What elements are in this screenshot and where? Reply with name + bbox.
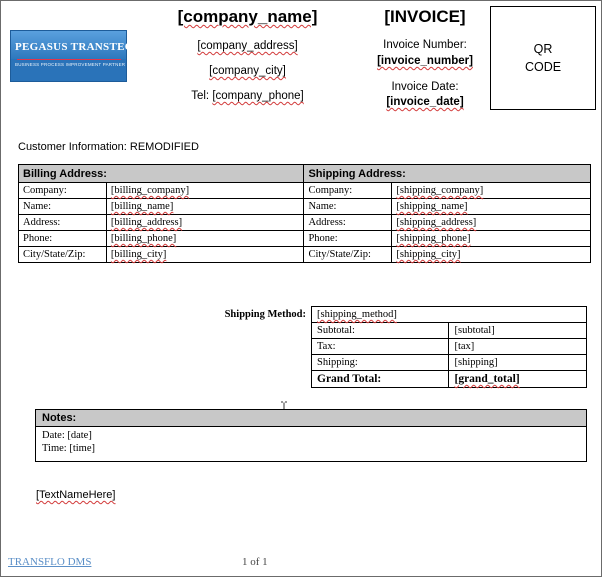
- company-name: [company_name]: [177, 7, 318, 26]
- company-phone: [company_phone]: [212, 90, 304, 102]
- invoice-date: [invoice_date]: [386, 96, 464, 108]
- address-table: [18, 164, 591, 263]
- company-city: [company_city]: [209, 65, 286, 77]
- billing-value: [billing_phone]: [106, 231, 304, 247]
- logo-tagline: BUSINESS PROCESS IMPROVEMENT PARTNER: [15, 62, 126, 67]
- billing-value: [billing_city]: [106, 247, 304, 263]
- tax-value: [tax]: [449, 339, 587, 355]
- table-row: [312, 371, 587, 388]
- transflo-dms-link[interactable]: TRANSFLO DMS: [8, 556, 92, 568]
- address-table-header: [19, 165, 591, 183]
- shipping-label: Name:: [304, 199, 392, 215]
- grand-total-value: [grand_total]: [449, 371, 587, 388]
- shipping-label: City/State/Zip:: [304, 247, 392, 263]
- logo-text: PEGASUS TRANSTECH: [15, 41, 142, 53]
- table-row: [312, 339, 587, 355]
- table-row: [19, 231, 591, 247]
- qr-label-line2: CODE: [524, 60, 562, 74]
- shipping-value: [shipping_address]: [392, 215, 591, 231]
- shipping-address-title: Shipping Address:: [304, 165, 591, 183]
- grand-total-label: Grand Total:: [312, 371, 449, 388]
- shipping-value: [shipping_city]: [392, 247, 591, 263]
- billing-value: [billing_name]: [106, 199, 304, 215]
- company-phone-line: [150, 90, 345, 102]
- shipping-method-value: [shipping_method]: [312, 307, 587, 323]
- shipping-cost-label: Shipping:: [312, 355, 449, 371]
- table-row: [19, 215, 591, 231]
- tax-label: Tax:: [312, 339, 449, 355]
- table-row: [19, 183, 591, 199]
- shipping-label: Company:: [304, 183, 392, 199]
- company-logo: [10, 30, 142, 82]
- table-row: [312, 307, 587, 323]
- billing-address-title: Billing Address:: [19, 165, 304, 183]
- subtotal-value: [subtotal]: [449, 323, 587, 339]
- billing-label: City/State/Zip:: [19, 247, 107, 263]
- tel-label: Tel:: [191, 90, 210, 102]
- notes-time: Time: [time]: [42, 443, 95, 454]
- page-number: 1 of 1: [242, 556, 268, 568]
- totals-table: [311, 306, 587, 388]
- invoice-title: [INVOICE]: [384, 7, 466, 26]
- qr-label-line1: QR: [533, 42, 553, 56]
- billing-label: Address:: [19, 215, 107, 231]
- shipping-method-label: Shipping Method:: [224, 309, 306, 320]
- notes-box: [35, 409, 587, 462]
- invoice-number-label: Invoice Number:: [383, 39, 467, 51]
- customer-information: Customer Information: REMODIFIED: [18, 141, 199, 153]
- shipping-cost-value: [shipping]: [449, 355, 587, 371]
- billing-label: Name:: [19, 199, 107, 215]
- company-address: [company_address]: [197, 40, 298, 52]
- billing-label: Phone:: [19, 231, 107, 247]
- shipping-value: [shipping_name]: [392, 199, 591, 215]
- billing-value: [billing_company]: [106, 183, 304, 199]
- subtotal-label: Subtotal:: [312, 323, 449, 339]
- billing-value: [billing_address]: [106, 215, 304, 231]
- shipping-label: Address:: [304, 215, 392, 231]
- shipping-value: [shipping_company]: [392, 183, 591, 199]
- invoice-number: [invoice_number]: [377, 55, 473, 67]
- table-row: [19, 199, 591, 215]
- notes-date: Date: [date]: [42, 430, 92, 441]
- table-row: [312, 323, 587, 339]
- table-row: [19, 247, 591, 263]
- billing-label: Company:: [19, 183, 107, 199]
- shipping-label: Phone:: [304, 231, 392, 247]
- text-name-field: [TextNameHere]: [36, 489, 116, 501]
- notes-title: Notes:: [36, 410, 586, 427]
- qr-code-box: [490, 6, 596, 110]
- table-row: [312, 355, 587, 371]
- shipping-value: [shipping_phone]: [392, 231, 591, 247]
- invoice-date-label: Invoice Date:: [391, 81, 459, 93]
